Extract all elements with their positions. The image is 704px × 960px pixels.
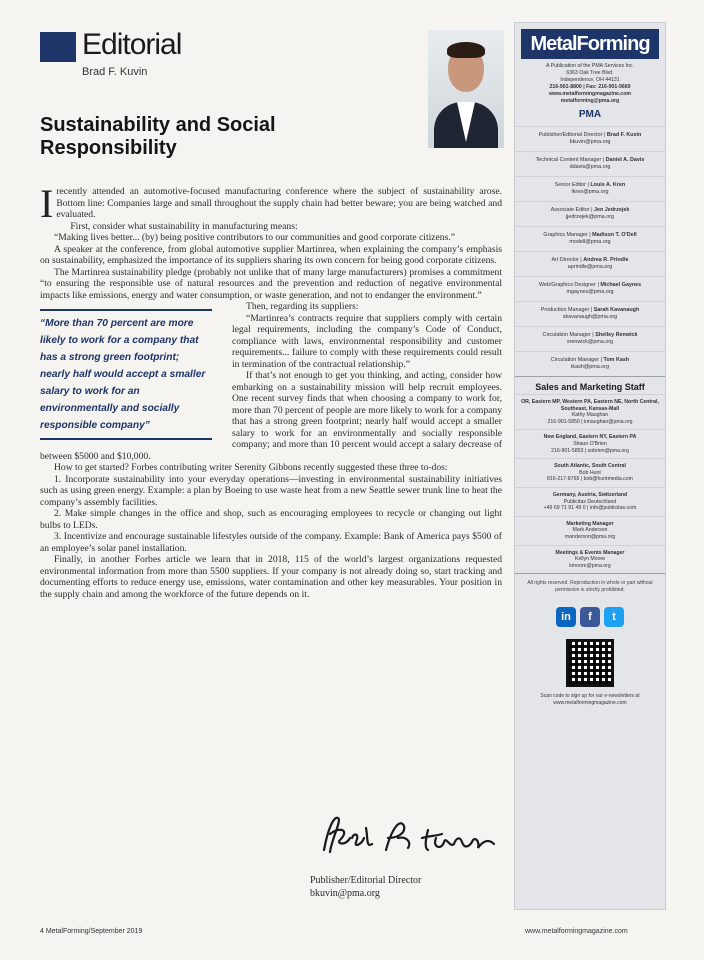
- address-line: A Publication of the PMA Services Inc.: [546, 63, 634, 69]
- staff-entry: Circulation Manager | Tom Kash tkash@pma.org: [515, 351, 665, 376]
- section-color-block: [40, 32, 76, 62]
- rights-notice: All rights reserved. Reproduction in whole or part without permission is strictly prohibited.: [515, 573, 665, 599]
- sales-heading: Sales and Marketing Staff: [515, 376, 665, 394]
- staff-entry: Graphics Manager | Madison T. O'Dell modell@pma.org: [515, 226, 665, 251]
- staff-entry: Associate Editor | Jen Jedrzejek jjedrzejek@pma.org: [515, 201, 665, 226]
- paragraph-1-text: recently attended an automotive-focused manufacturing conference where the subject of sustainability arose. Bottom line: Companies large and small throughout the supply chain had better beware; you are being watched and evaluated.: [56, 186, 502, 220]
- section-title: Editorial: [82, 28, 182, 61]
- address-email[interactable]: metalforming@pma.org: [560, 98, 620, 104]
- facebook-icon[interactable]: f: [580, 607, 600, 627]
- paragraph-13: Finally, in another Forbes article we learn that in 2018, 115 of the world’s largest organizations requested environmental information from more than 5500 suppliers. If your company is not already doing so, start tracking and documenting efforts to reduce energy use, emissions, water contamination and other key measurables. Your position in the supply chain and among the workforce of the future depends on it.: [40, 554, 502, 600]
- paragraph-7: “Martinrea’s contracts require that suppliers comply with certain legal requirements, including the company’s Code of Conduct, compliance with laws, environmental responsibility and customer requirements... failure to comply with these requirements could result in termination of the contractual relationship.”: [232, 312, 502, 370]
- paragraph-9: How to get started? Forbes contributing writer Serenity Gibbons recently suggested these three to-dos:: [54, 462, 448, 473]
- signoff-title: Publisher/Editorial Director: [310, 875, 422, 886]
- address-website[interactable]: www.metalformingmagazine.com: [549, 91, 631, 97]
- sales-entry: OR, Eastern MP, Western PA, Eastern NE, North Central, Southeast, Kansas-Mall Kathy Maughan 216-901-5850 | kmaughan@pma.org: [515, 394, 665, 429]
- metalforming-logo: MetalForming: [521, 29, 659, 59]
- handwritten-signature: [316, 808, 506, 868]
- author-photo: [428, 30, 504, 148]
- sales-entry: Germany, Austria, Switzerland Publicitas Deutschland +49 69 71 91 49 0 | info@publicitas.com: [515, 487, 665, 516]
- signoff-block: [310, 874, 421, 900]
- paragraph-4: A speaker at the conference, from global automotive supplier Martinrea, when explaining the company’s emphasis on sustainability, emphasized the importance of its suppliers sharing its own concern for being good corporate citizens.: [40, 243, 502, 266]
- staff-entry: Senior Editor | Louis A. Kren lkren@pma.org: [515, 176, 665, 201]
- paragraph-8: If that’s not enough to get you thinking, and acting, consider how embarking on a sustainability mission will help recruit employees. One recent survey finds that when choosing a company to work for, more than 70 percent of people are more likely to work for a company that has a strong green footprint; nearly half would accept a smaller salary to work for an environmentally and socially responsible company; and more than 10 percent would accept a salary decrease of between $5000 and $10,000.: [40, 370, 502, 462]
- publisher-address: [515, 63, 665, 105]
- article-headline: Sustainability and Social Responsibility: [40, 114, 276, 159]
- association-logo: PMA: [578, 109, 602, 120]
- masthead-sidebar: [514, 22, 666, 910]
- drop-cap: I: [40, 181, 54, 226]
- article-body: [40, 181, 502, 600]
- paragraph-10: 1. Incorporate sustainability into your everyday operations—investing in environmental sustainability initiatives such as using green energy. Example: a plan by Boeing to use waste heat from a new Seattle sewer trunk line to heat the company’s assembly facilities.: [40, 473, 502, 508]
- paragraph-6: Then, regarding its suppliers:: [246, 301, 359, 312]
- staff-entry: Production Manager | Sarah Kavanaugh skavanaugh@pma.org: [515, 301, 665, 326]
- footer-page-info: 4 MetalForming/September 2019: [40, 928, 143, 935]
- paragraph-12: 3. Incentivize and encourage sustainable lifestyles outside of the company. Example: Bank of America pays $500 of an employee’s solar panel installation.: [40, 531, 502, 554]
- paragraph-3: “Making lives better... (by) being positive contributors to our communities and good corporate citizens.”: [54, 232, 455, 243]
- staff-entry: Publisher/Editorial Director | Brad F. Kuvin bkuvin@pma.org: [515, 126, 665, 151]
- twitter-icon[interactable]: t: [604, 607, 624, 627]
- address-line: 6363 Oak Tree Blvd.: [566, 70, 614, 76]
- signoff-email[interactable]: bkuvin@pma.org: [310, 888, 380, 899]
- staff-entry: Technical Content Manager | Daniel A. Davis ddavis@pma.org: [515, 151, 665, 176]
- sales-list: [515, 394, 665, 573]
- paragraph-5: The Martinrea sustainability pledge (probably not unlike that of many large manufacturers) promises a commitment “to ensuring the responsible use of natural resources and the prevention and reduction of negative environmental impacts like emissions, energy and water consumption, or waste generation, and not to endanger the environment.”: [40, 266, 502, 301]
- pull-quote: “More than 70 percent are more likely to work for a company that has a strong green footprint; nearly half would accept a smaller salary to work for an environmentally and socially responsible company”: [40, 309, 212, 440]
- staff-entry: Circulation Manager | Shelley Renwick srenwick@pma.org: [515, 326, 665, 351]
- paragraph-11: 2. Make simple changes in the office and shop, such as encouraging employees to recycle or changing out light bulbs to LEDs.: [40, 508, 502, 531]
- sales-entry: South Atlantic, South Central Bob Hunt 816-217-8765 | bob@huntmedia.com: [515, 458, 665, 487]
- sales-entry: Meetings & Events Manager Kellyn Moore kmoore@pma.org: [515, 545, 665, 574]
- author-byline: Brad F. Kuvin: [82, 66, 148, 78]
- qr-code-icon[interactable]: [566, 639, 614, 687]
- qr-caption: Scan code to sign up for our e-newsletters at www.metalformingmagazine.com: [540, 693, 640, 706]
- staff-entry: Web/Graphics Designer | Michael Gaynes mgaynes@pma.org: [515, 276, 665, 301]
- footer-website[interactable]: www.metalformingmagazine.com: [525, 928, 628, 935]
- staff-entry: Art Director | Andrea R. Prindle aprindle@pma.org: [515, 251, 665, 276]
- address-phone: 216-901-8800 | Fax: 216-901-9669: [549, 84, 631, 90]
- staff-list: [515, 126, 665, 376]
- paragraph-2: First, consider what sustainability in manufacturing means:: [70, 220, 298, 232]
- photo-hair: [447, 42, 485, 58]
- address-line: Independence, OH 44131: [560, 77, 620, 83]
- sales-entry: New England, Eastern NY, Eastern PA Shaun O'Brien 216-901-5853 | sobrien@pma.org: [515, 429, 665, 458]
- social-links: [515, 607, 665, 627]
- linkedin-icon[interactable]: in: [556, 607, 576, 627]
- sales-entry: Marketing Manager Mark Anderson manderson@pma.org: [515, 516, 665, 545]
